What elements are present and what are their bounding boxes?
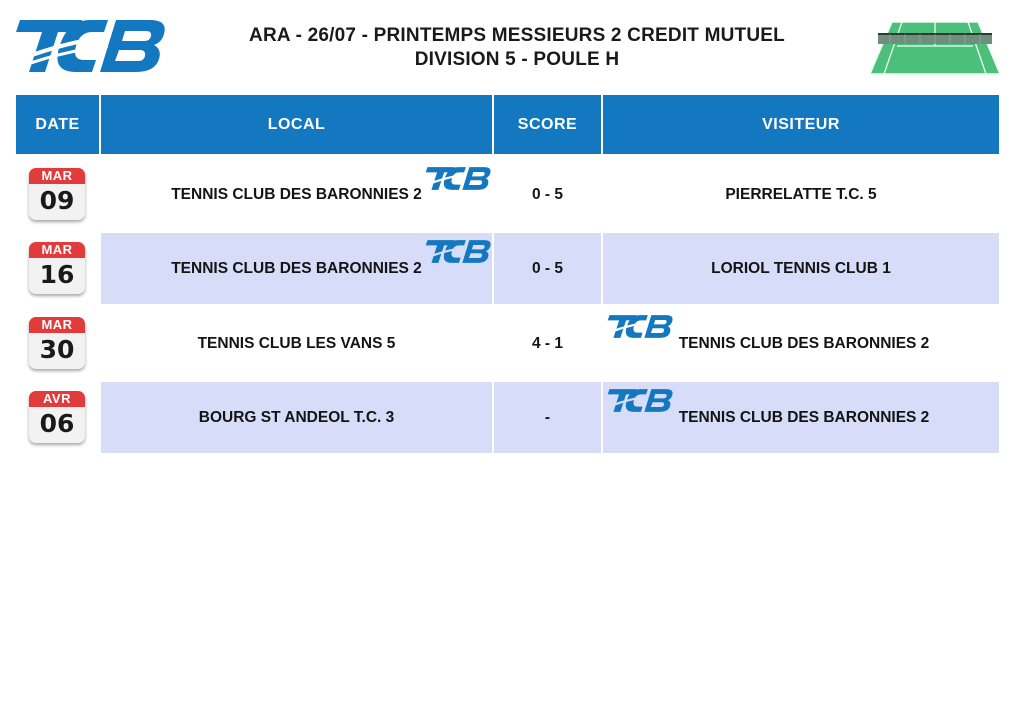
local-team: TENNIS CLUB LES VANS 5 (197, 334, 396, 352)
calendar-day: 16 (39, 260, 75, 289)
match-score: - (494, 382, 601, 453)
table-row (16, 159, 999, 230)
calendar-day: 09 (39, 186, 75, 215)
column-header-date: DATE (16, 95, 99, 154)
calendar-icon (29, 391, 85, 443)
table-row (16, 308, 999, 379)
column-header-score: SCORE (494, 95, 601, 154)
match-score: 0 - 5 (531, 185, 563, 203)
tcb-club-icon (424, 238, 492, 265)
column-header-visitor: VISITEUR (603, 95, 999, 154)
local-team: TENNIS CLUB DES BARONNIES 2 (101, 233, 492, 304)
match-score: 4 - 1 (531, 334, 563, 352)
match-score: 0 - 5 (494, 233, 601, 304)
local-team: TENNIS CLUB DES BARONNIES 2 (171, 185, 422, 203)
table-row (16, 382, 999, 453)
calendar-month: MAR (29, 317, 85, 333)
visitor-team: PIERRELATTE T.C. 5 (725, 185, 877, 203)
calendar-day: 30 (39, 335, 75, 364)
table-row (16, 233, 999, 304)
page-title: ARA - 26/07 - PRINTEMPS MESSIEURS 2 CREDIT MUTUEL (249, 25, 785, 46)
visitor-team: TENNIS CLUB DES BARONNIES 2 (603, 382, 999, 453)
local-team: BOURG ST ANDEOL T.C. 3 (101, 382, 492, 453)
calendar-icon (29, 168, 85, 220)
page-subtitle: DIVISION 5 - POULE H (414, 49, 620, 70)
table-header (16, 95, 999, 154)
visitor-team: TENNIS CLUB DES BARONNIES 2 (678, 334, 930, 352)
visitor-team: LORIOL TENNIS CLUB 1 (603, 233, 999, 304)
calendar-icon (29, 317, 85, 369)
tcb-club-icon (424, 165, 492, 192)
calendar-month: MAR (29, 242, 85, 258)
calendar-month: AVR (29, 391, 85, 407)
calendar-icon (29, 242, 85, 294)
tcb-club-icon (606, 313, 674, 340)
calendar-month: MAR (29, 168, 85, 184)
tcb-logo (12, 16, 168, 76)
calendar-day: 06 (39, 409, 75, 438)
column-header-local: LOCAL (101, 95, 492, 154)
tcb-club-icon (606, 387, 674, 414)
tennis-court-icon (870, 20, 1000, 76)
